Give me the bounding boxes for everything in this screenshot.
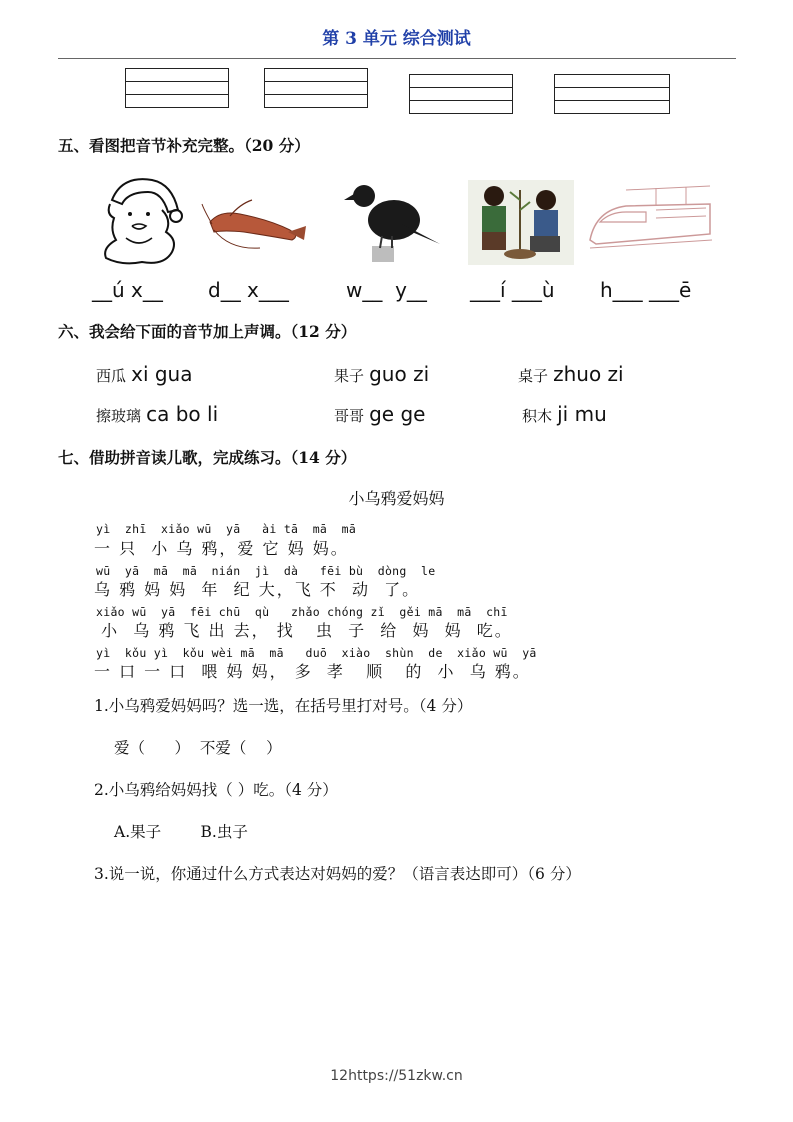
tone-item-hanzi: 果子 [334,367,365,385]
train-icon [586,170,716,265]
page-footer: 12https://51zkw.cn [330,1068,463,1084]
tone-item-pinyin[interactable]: ca bo li [146,402,219,426]
question-2: 2.小乌鸦给妈妈找（ ）吃。（4 分） [94,781,338,799]
tone-item [522,402,607,426]
poem-pinyin-line: xiǎo wū yā fēi chū qù zhǎo chóng zǐ gěi mā mā chī [96,605,508,619]
blank-santa[interactable]: __ú x__ [92,278,163,302]
blank-train[interactable]: h___ ___ē [600,278,692,302]
writing-grid [554,74,670,114]
poem-pinyin-line: yì kǒu yì kǒu wèi mā mā duō xiào shùn de xiǎo wū yā [96,646,537,660]
question-1-options[interactable]: 爱（ ） 不爱（ ） [114,739,282,757]
page-title: 第 3 单元 综合测试 [322,29,471,49]
santa-icon [92,170,184,265]
tone-item [334,402,425,426]
poem-pinyin-line: yì zhī xiǎo wū yā ài tā mā mā [96,522,357,536]
kids-planting-icon [468,170,574,265]
poem-hanzi-line: 小 乌 鸦 飞 出 去， 找 虫 子 给 妈 妈 吃。 [94,621,513,640]
header-divider [58,58,736,59]
writing-grid [125,68,229,108]
crow-icon [342,170,442,265]
shrimp-icon [200,170,310,265]
poem-title: 小乌鸦爱妈妈 [348,489,445,508]
question-1: 1.小乌鸦爱妈妈吗？选一选，在括号里打对号。（4 分） [94,697,473,715]
poem-hanzi-line: 乌 鸦 妈 妈 年 纪 大，飞 不 动 了。 [94,580,421,599]
tone-item-pinyin[interactable]: ji mu [557,402,607,426]
blank-crow[interactable]: w__ y__ [346,278,427,302]
tone-item-hanzi: 哥哥 [334,407,365,425]
poem-hanzi-line: 一 口 一 口 喂 妈 妈， 多 孝 顺 的 小 乌 鸦。 [94,662,531,681]
tone-item [96,362,193,386]
section5-title: 五、看图把音节补充完整。（20 分） [58,136,310,155]
tone-item-pinyin[interactable]: guo zi [369,362,430,386]
tone-item-hanzi: 桌子 [518,367,549,385]
tone-item [518,362,624,386]
tone-item [96,402,218,426]
tone-item-pinyin[interactable]: xi gua [131,362,193,386]
section7-title: 七、借助拼音读儿歌，完成练习。（14 分） [58,448,357,467]
tone-item-hanzi: 擦玻璃 [96,407,142,425]
blank-shrimp[interactable]: d__ x___ [208,278,289,302]
tone-item-hanzi: 西瓜 [96,367,127,385]
question-2-options[interactable]: A.果子 B.虫子 [114,823,248,841]
tone-item-pinyin[interactable]: ge ge [369,402,426,426]
poem-hanzi-line: 一 只 小 乌 鸦，爱 它 妈 妈。 [94,539,349,558]
tone-item [334,362,429,386]
writing-grid [264,68,368,108]
section6-title: 六、我会给下面的音节加上声调。（12 分） [58,322,357,341]
tone-item-hanzi: 积木 [522,407,553,425]
poem-pinyin-line: wū yā mā mā nián jì dà fēi bù dòng le [96,564,436,578]
tone-item-pinyin[interactable]: zhuo zi [553,362,624,386]
writing-grid [409,74,513,114]
question-3: 3.说一说，你通过什么方式表达对妈妈的爱？（语言表达即可）（6 分） [94,865,581,883]
blank-planting[interactable]: ___í ___ù [470,278,555,302]
